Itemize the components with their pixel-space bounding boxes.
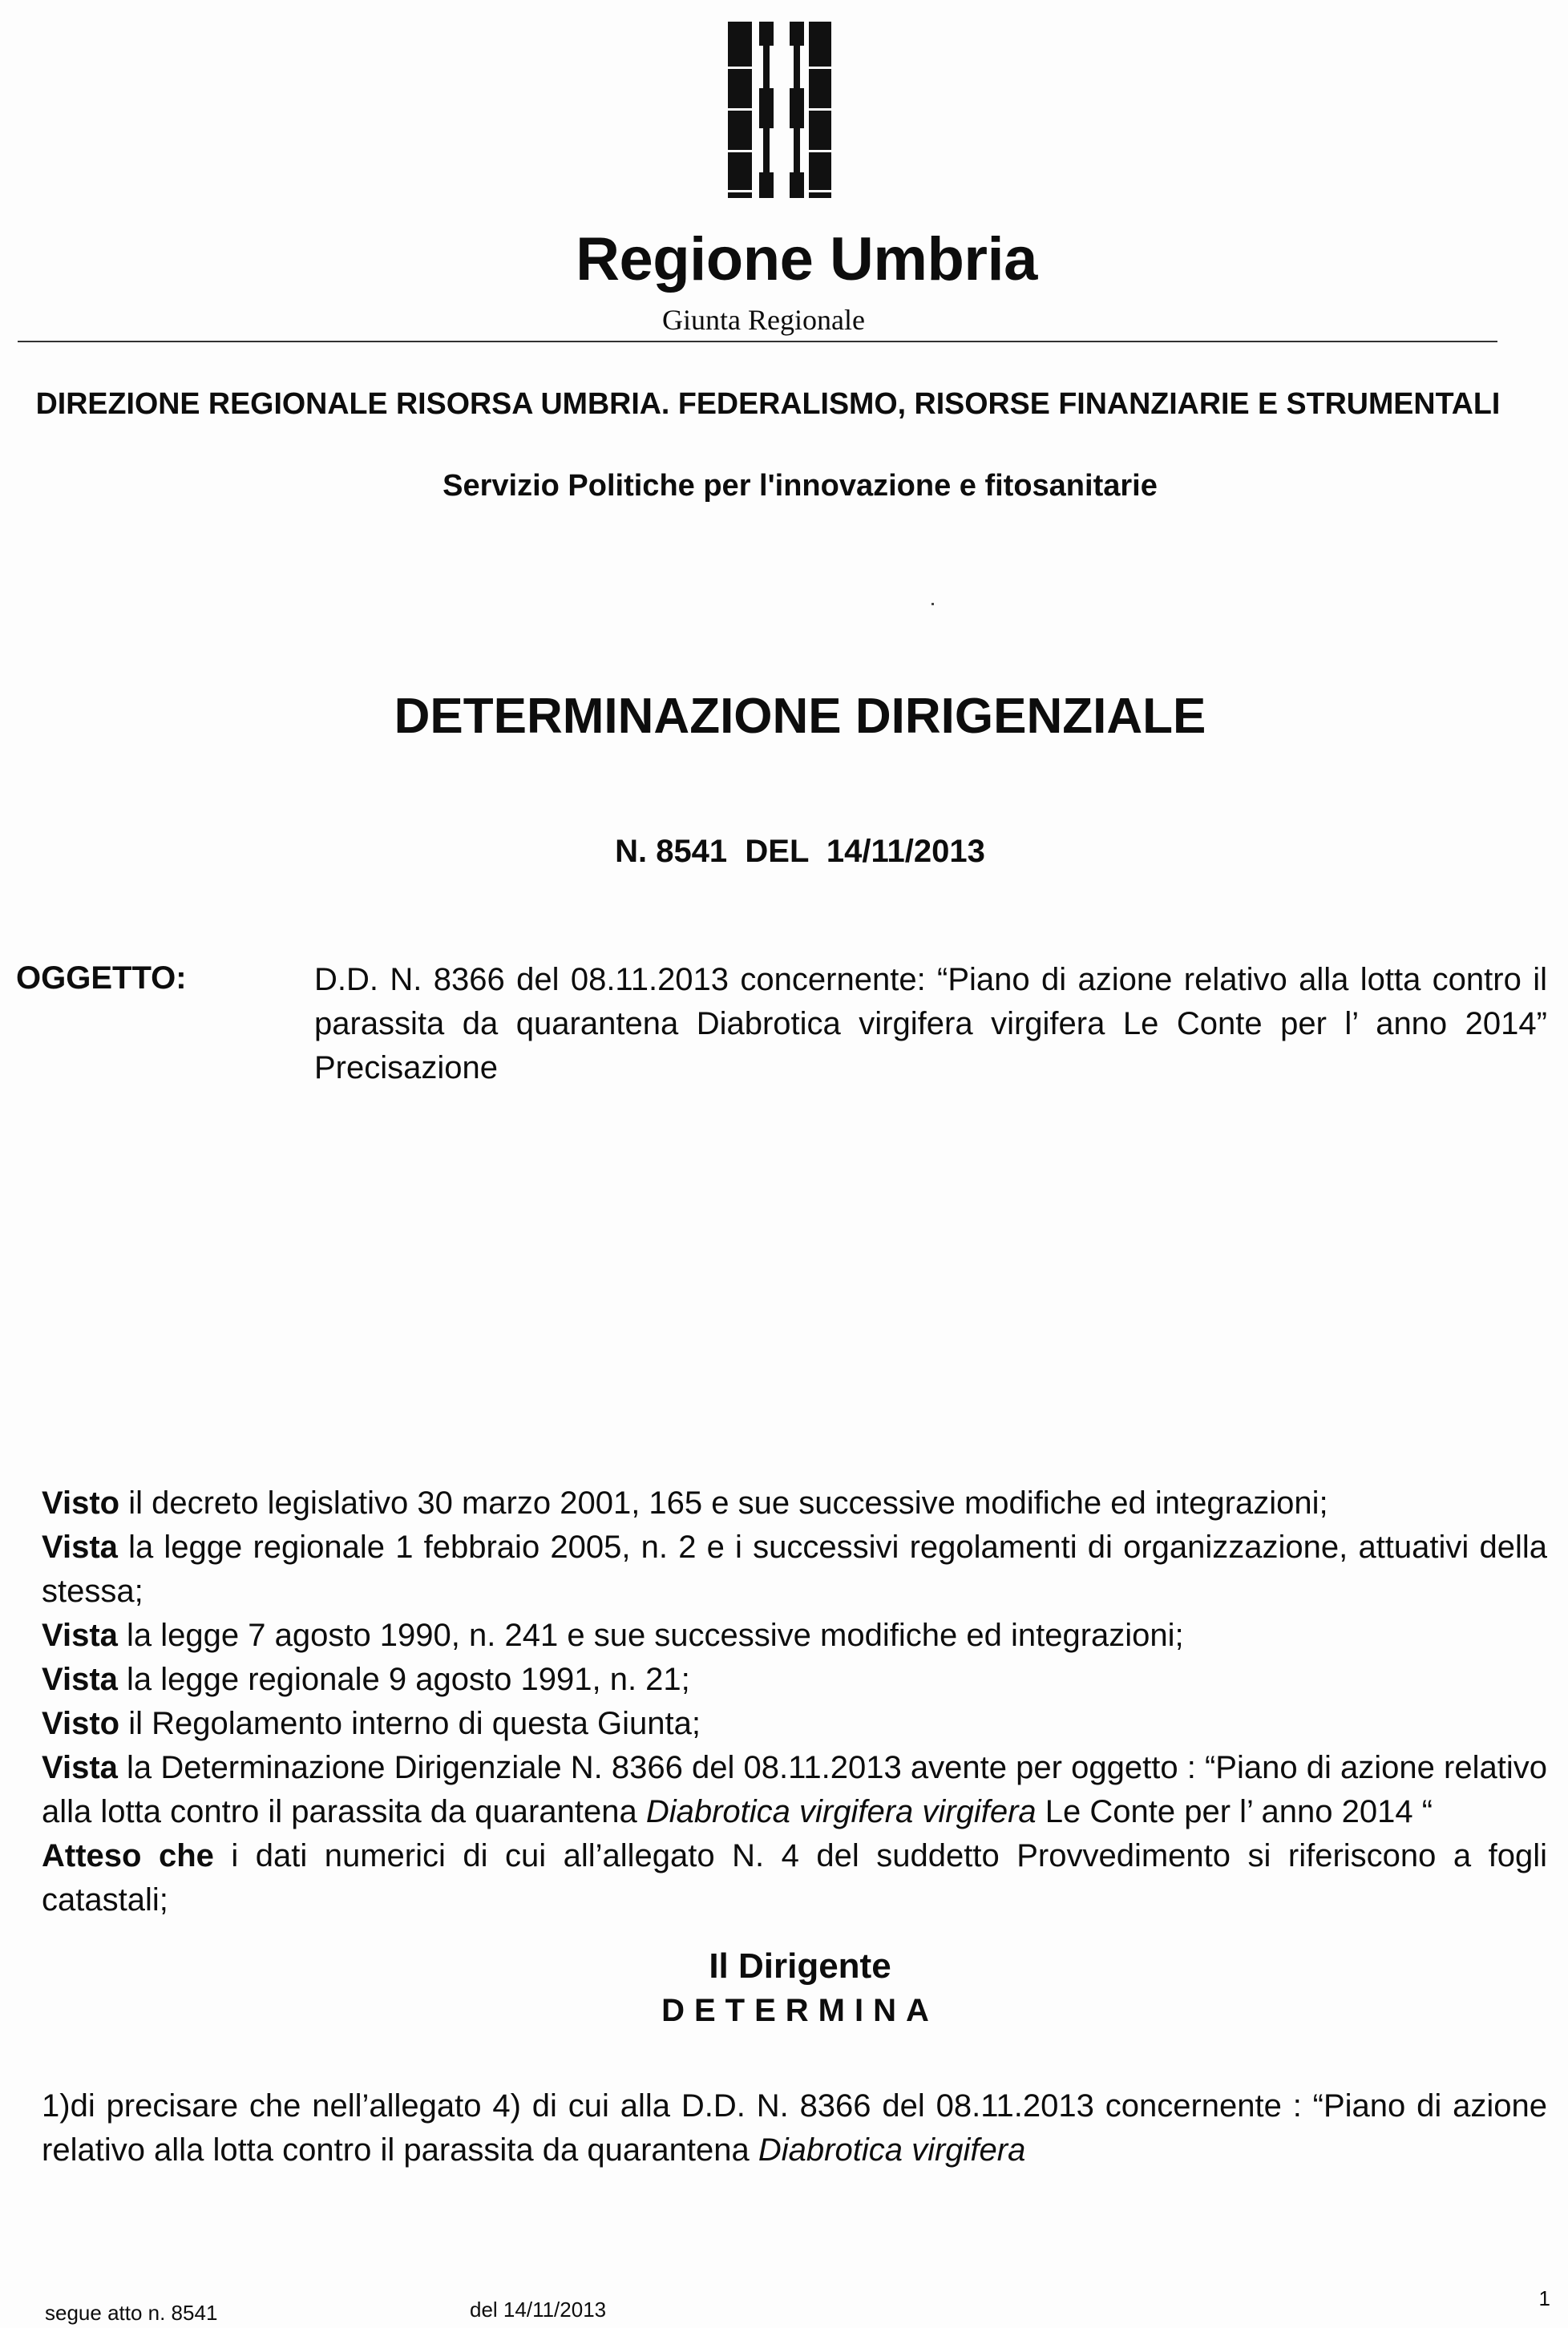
footer-act-reference: segue atto n. 8541 xyxy=(45,2301,218,2325)
premise-text: la legge regionale 9 agosto 1991, n. 21; xyxy=(117,1662,690,1697)
page-number: 1 xyxy=(1538,2286,1550,2310)
document-type: DETERMINAZIONE DIRIGENZIALE xyxy=(394,689,1206,744)
premise-lead: Visto xyxy=(42,1485,120,1521)
scan-speck xyxy=(932,603,934,605)
premise-lead: Atteso che xyxy=(42,1838,214,1873)
premise-text: i dati numerici di cui all’allegato N. 4 del suddetto Provvedimento si riferiscono a fogli catastali; xyxy=(42,1838,1547,1918)
organization-subtitle: Giunta Regionale xyxy=(662,304,865,336)
premise-text: la legge 7 agosto 1990, n. 241 e sue successive modifiche ed integrazioni; xyxy=(117,1618,1184,1653)
header-divider xyxy=(18,341,1497,342)
premise-item xyxy=(42,1834,1547,1922)
direction-heading: DIREZIONE REGIONALE RISORSA UMBRIA. FEDERALISMO, RISORSE FINANZIARIE E STRUMENTALI xyxy=(35,387,1501,421)
premise-item xyxy=(42,1526,1547,1614)
footer-date: del 14/11/2013 xyxy=(470,2298,607,2322)
subject-label: OGGETTO: xyxy=(16,960,187,996)
premise-lead: Vista xyxy=(42,1530,118,1565)
premise-item xyxy=(42,1658,1547,1702)
premise-text: la legge regionale 1 febbraio 2005, n. 2 e i successivi regolamenti di organizzazione, attuativi della stessa; xyxy=(42,1530,1547,1609)
determina-heading: DETERMINA xyxy=(661,1993,939,2028)
organization-title xyxy=(0,224,1568,294)
premise-item xyxy=(42,1481,1547,1526)
premise-text: il decreto legislativo 30 marzo 2001, 165 e sue successive modifiche ed integrazioni; xyxy=(119,1485,1328,1521)
premise-text: il Regolamento interno di questa Giunta; xyxy=(119,1706,701,1741)
species-name: Diabrotica virgifera virgifera xyxy=(645,1794,1037,1829)
decision-point-1 xyxy=(42,2084,1547,2172)
document-number: N. 8541 DEL 14/11/2013 xyxy=(615,834,985,869)
premise-text-tail: Le Conte per l’ anno 2014 “ xyxy=(1036,1794,1433,1829)
premise-lead: Visto xyxy=(42,1706,120,1741)
premise-item xyxy=(42,1614,1547,1658)
premise-lead: Vista xyxy=(42,1750,118,1785)
subject-text: D.D. N. 8366 del 08.11.2013 concernente: “Piano di azione relativo alla lotta contro il parassita da quarantena Diabrotica virgifera virgifera Le Conte per l’ anno 2014” Precisazione xyxy=(314,962,1547,1085)
issuer-heading: Il Dirigente xyxy=(709,1946,891,1986)
premise-text: la Determinazione Dirigenziale N. 8366 del 08.11.2013 avente per oggetto : “Piano di azione relativo alla lotta contro il parassita da quarantena xyxy=(42,1750,1547,1829)
premise-lead: Vista xyxy=(42,1618,118,1653)
service-heading: Servizio Politiche per l'innovazione e fitosanitarie xyxy=(443,469,1158,503)
premise-item xyxy=(42,1746,1547,1834)
regione-umbria-columns-logo-icon xyxy=(724,20,832,200)
organization-title-text: Regione Umbria xyxy=(576,225,1037,293)
species-name: Diabrotica virgifera xyxy=(758,2132,1026,2168)
premise-lead: Vista xyxy=(42,1662,118,1697)
premises-section xyxy=(42,1481,1547,1922)
decision-text: 1)di precisare che nell’allegato 4) di cui alla D.D. N. 8366 del 08.11.2013 concernente : “Piano di azione relativo alla lotta contro il parassita da quarantena xyxy=(42,2088,1547,2168)
premise-item xyxy=(42,1702,1547,1746)
